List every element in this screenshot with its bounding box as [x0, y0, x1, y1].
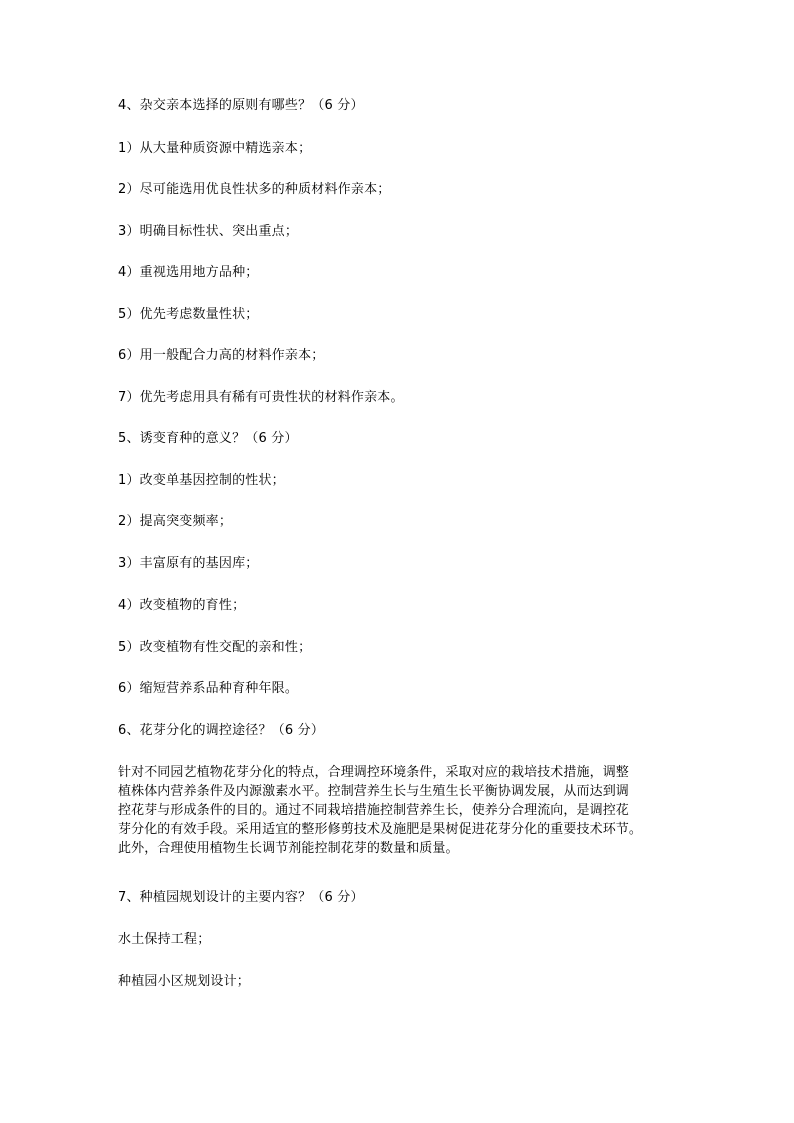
question-4-item-3: 3）明确目标性状、突出重点；	[118, 224, 299, 239]
question-4-item-1: 1）从大量种质资源中精选亲本；	[118, 141, 312, 156]
question-5-item-5: 5）改变植物有性交配的亲和性；	[118, 640, 312, 655]
question-6-answer-line-5: 此外，合理使用植物生长调节剂能控制花芽的数量和质量。	[118, 841, 459, 856]
question-6-answer-line-3: 控花芽与形成条件的目的。通过不同栽培措施控制营养生长，使养分合理流向，是调控花	[118, 803, 629, 818]
question-4-title: 4、杂交亲本选择的原则有哪些？（6 分）	[118, 98, 364, 113]
question-6-answer	[118, 763, 678, 858]
question-4-item-2: 2）尽可能选用优良性状多的种质材料作亲本；	[118, 182, 391, 197]
question-5-item-4: 4）改变植物的育性；	[118, 598, 246, 613]
question-5-item-1: 1）改变单基因控制的性状；	[118, 473, 285, 488]
question-4-item-7: 7）优先考虑用具有稀有可贵性状的材料作亲本。	[118, 390, 404, 405]
question-4-item-5: 5）优先考虑数量性状；	[118, 307, 259, 322]
question-5-item-3: 3）丰富原有的基因库；	[118, 556, 259, 571]
question-6-answer-line-2: 植株体内营养条件及内源激素水平。控制营养生长与生殖生长平衡协调发展，从而达到调	[118, 784, 629, 799]
question-5-title: 5、诱变育种的意义？（6 分）	[118, 431, 298, 446]
question-6-title: 6、花芽分化的调控途径？（6 分）	[118, 723, 325, 738]
question-7-title: 7、种植园规划设计的主要内容？（6 分）	[118, 890, 364, 905]
question-6-answer-line-1: 针对不同园艺植物花芽分化的特点，合理调控环境条件，采取对应的栽培技术措施，调整	[118, 765, 629, 780]
question-4-item-4: 4）重视选用地方品种；	[118, 265, 259, 280]
question-4-item-6: 6）用一般配合力高的材料作亲本；	[118, 348, 325, 363]
question-6-answer-line-4: 芽分化的有效手段。采用适宜的整形修剪技术及施肥是果树促进花芽分化的重要技术环节。	[118, 822, 643, 837]
question-7-item-1: 水土保持工程；	[118, 932, 211, 947]
question-5-item-2: 2）提高突变频率；	[118, 514, 233, 529]
question-5-item-6: 6）缩短营养系品种育种年限。	[118, 681, 299, 696]
question-7-item-2: 种植园小区规划设计；	[118, 974, 251, 989]
